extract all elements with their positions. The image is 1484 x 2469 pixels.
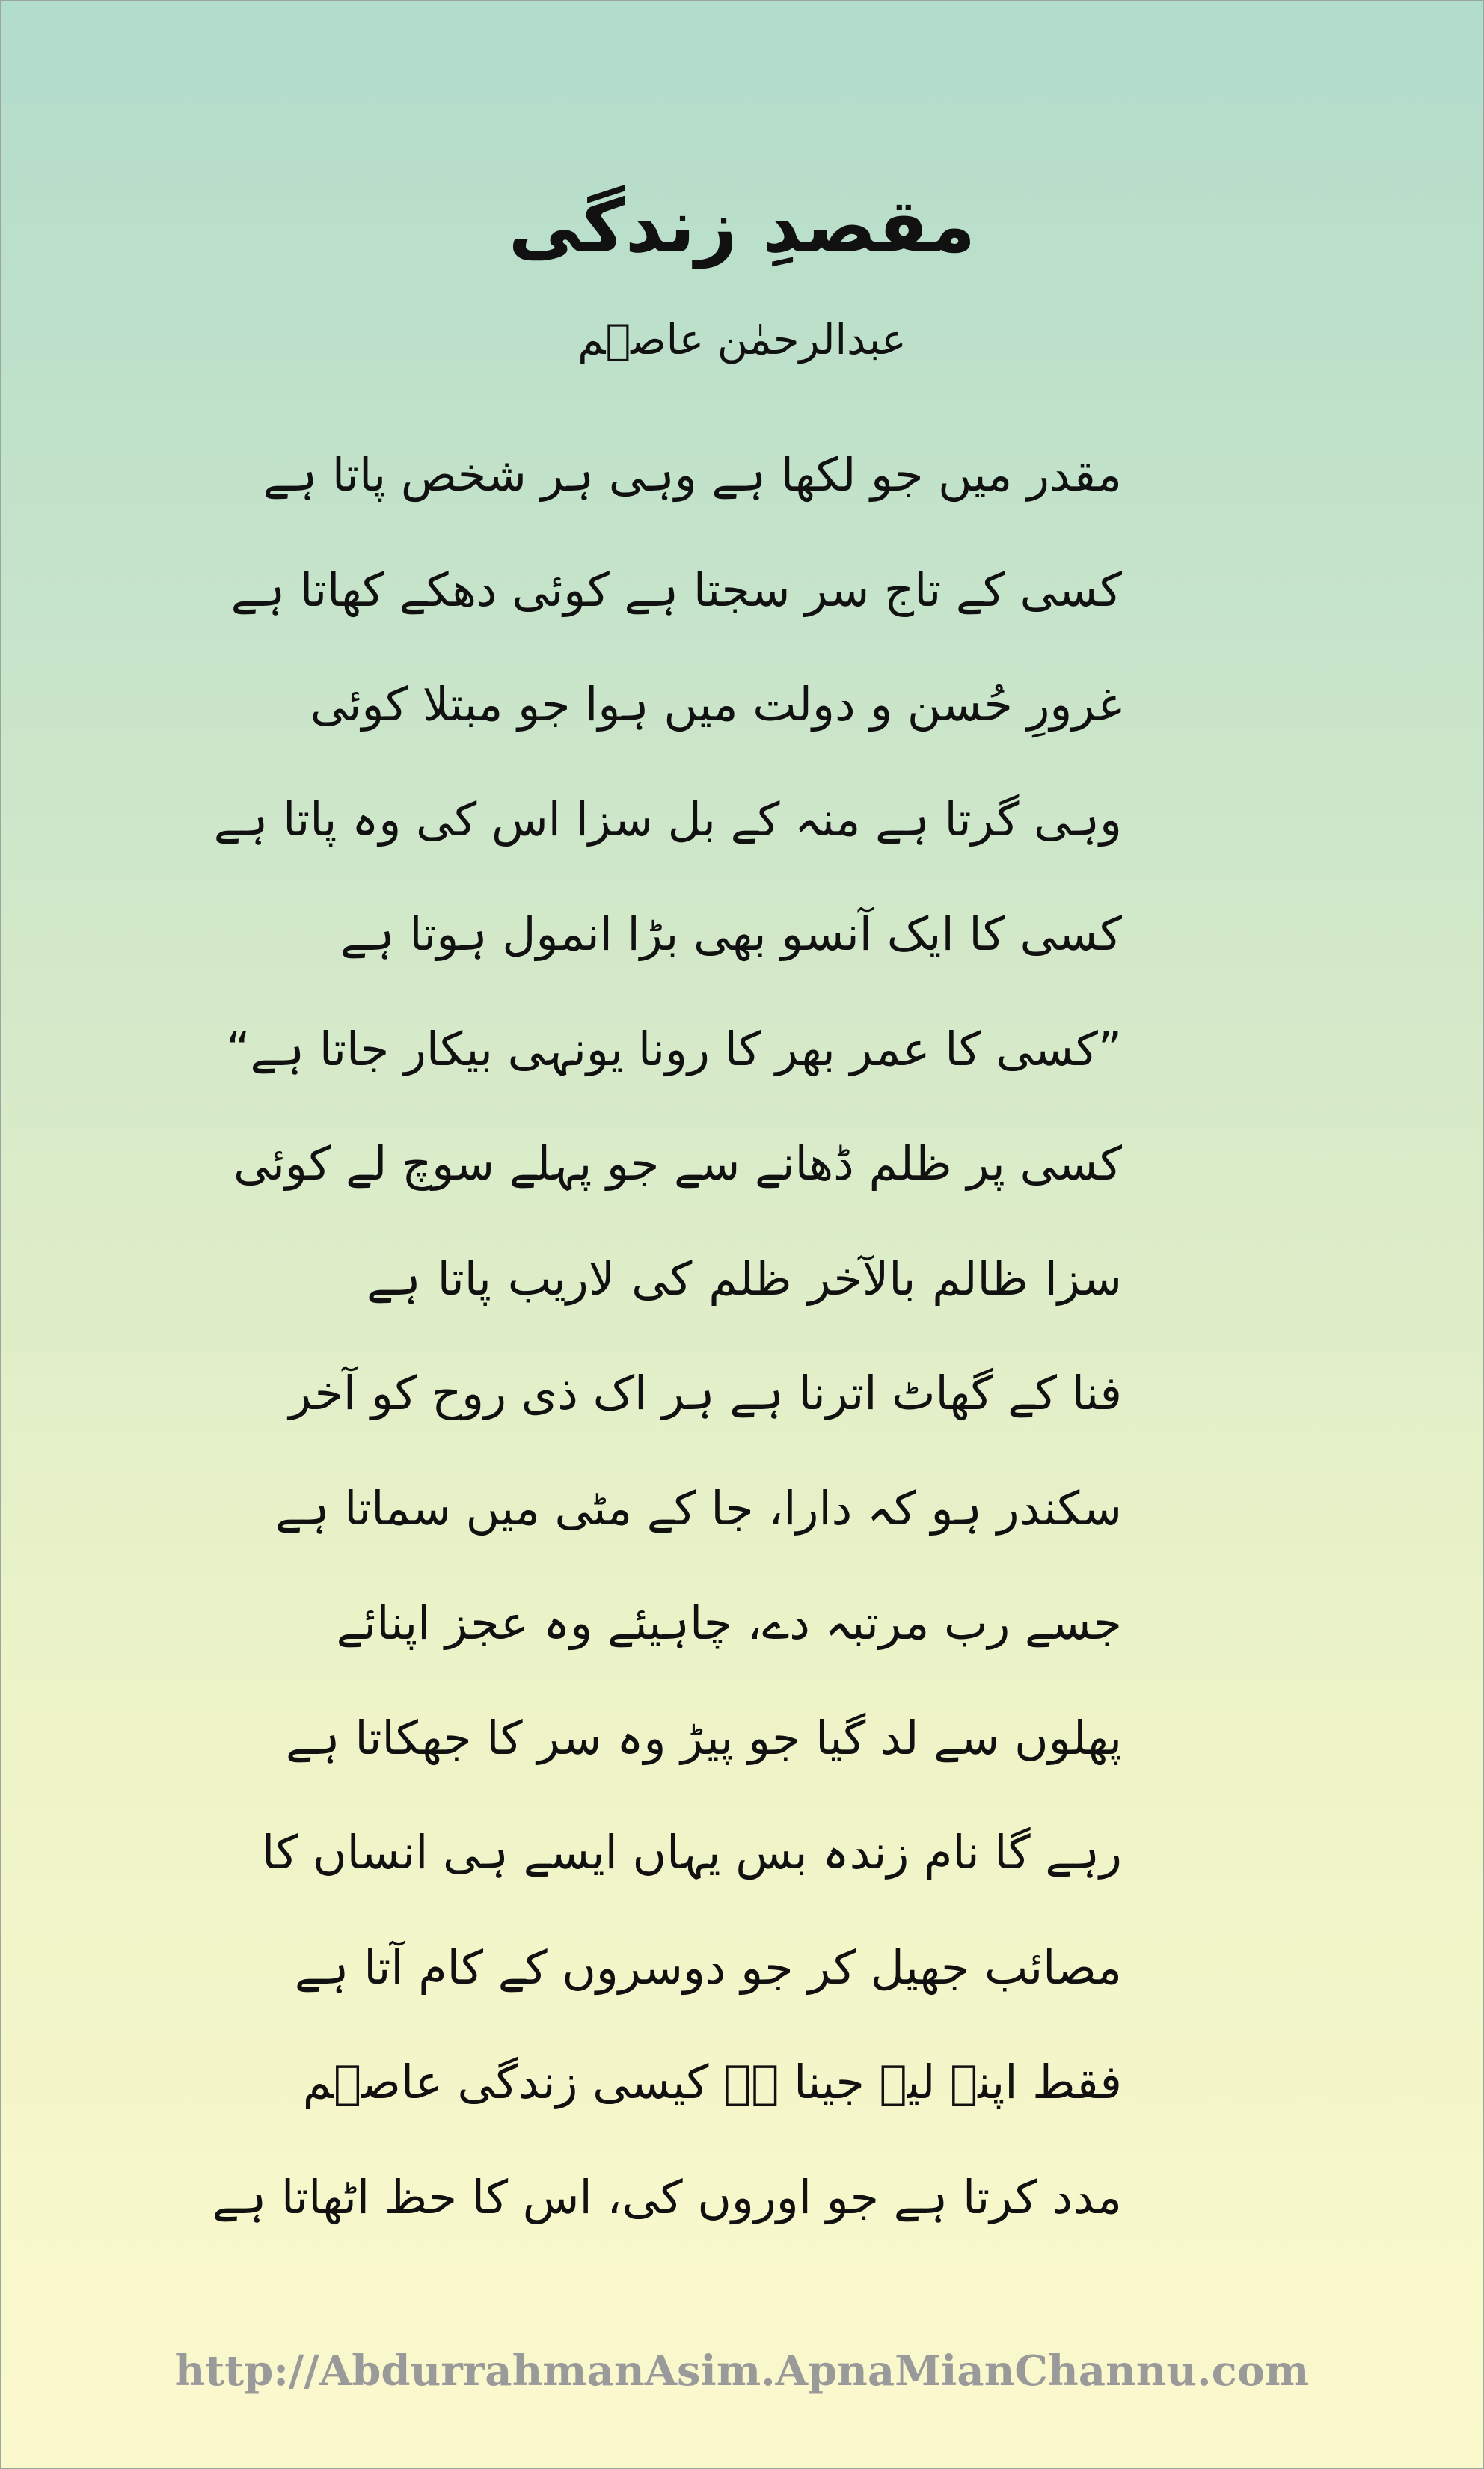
verse-line: غرورِ حُسن و دولت میں ہوا جو مبتلا کوئی [310,677,1122,732]
verse-line: کسی کا ایک آنسو بھی بڑا انمول ہوتا ہے [340,907,1122,961]
verse-line: فنا کے گھاٹ اترنا ہے ہر اک ذی روح کو آخر [289,1366,1122,1420]
poet-name: عبدالرحمٰن عاصؔم [577,316,907,364]
verse-line: کسی کے تاج سر سجتا ہے کوئی دھکے کھاتا ہے [230,562,1122,617]
poem-body [212,430,1122,2267]
verse-line: سزا ظالم بالآخر ظلم کی لاریب پاتا ہے [367,1251,1122,1306]
verse-line: جسے رب مرتبہ دے، چاہیئے وہ عجز اپنائے [336,1595,1122,1650]
verse-line: رہے گا نام زندہ بس یہاں ایسے ہی انساں کا [261,1825,1122,1880]
verse-line: مقدر میں جو لکھا ہے وہی ہر شخص پاتا ہے [263,447,1122,502]
verse-line: سکندر ہو کہ دارا، جا کے مٹی میں سماتا ہے [275,1480,1122,1536]
verse-line: ”کسی کا عمر بھر کا رونا یونہی بیکار جاتا ہے“ [226,1021,1122,1076]
verse-line: مصائب جھیل کر جو دوسروں کے کام آتا ہے [294,1939,1122,1995]
verse-line: کسی پر ظلم ڈھانے سے جو پہلے سوچ لے کوئی [233,1136,1122,1191]
website-url: http://AbdurrahmanAsim.ApnaMianChannu.com [174,2346,1310,2396]
verse-line: فقط اپنے لیے جینا ہے کیسی زندگی عاصؔم [302,2055,1122,2109]
verse-line: مدد کرتا ہے جو اوروں کی، اس کا حظ اٹھاتا ہے [212,2169,1122,2224]
poem-title: مقصدِ زندگی [508,184,976,269]
verse-line: پھلوں سے لد گیا جو پیڑ وہ سر کا جھکاتا ہے [285,1710,1122,1765]
verse-line: وہی گرتا ہے منہ کے بل سزا اس کی وہ پاتا ہے [213,791,1122,847]
